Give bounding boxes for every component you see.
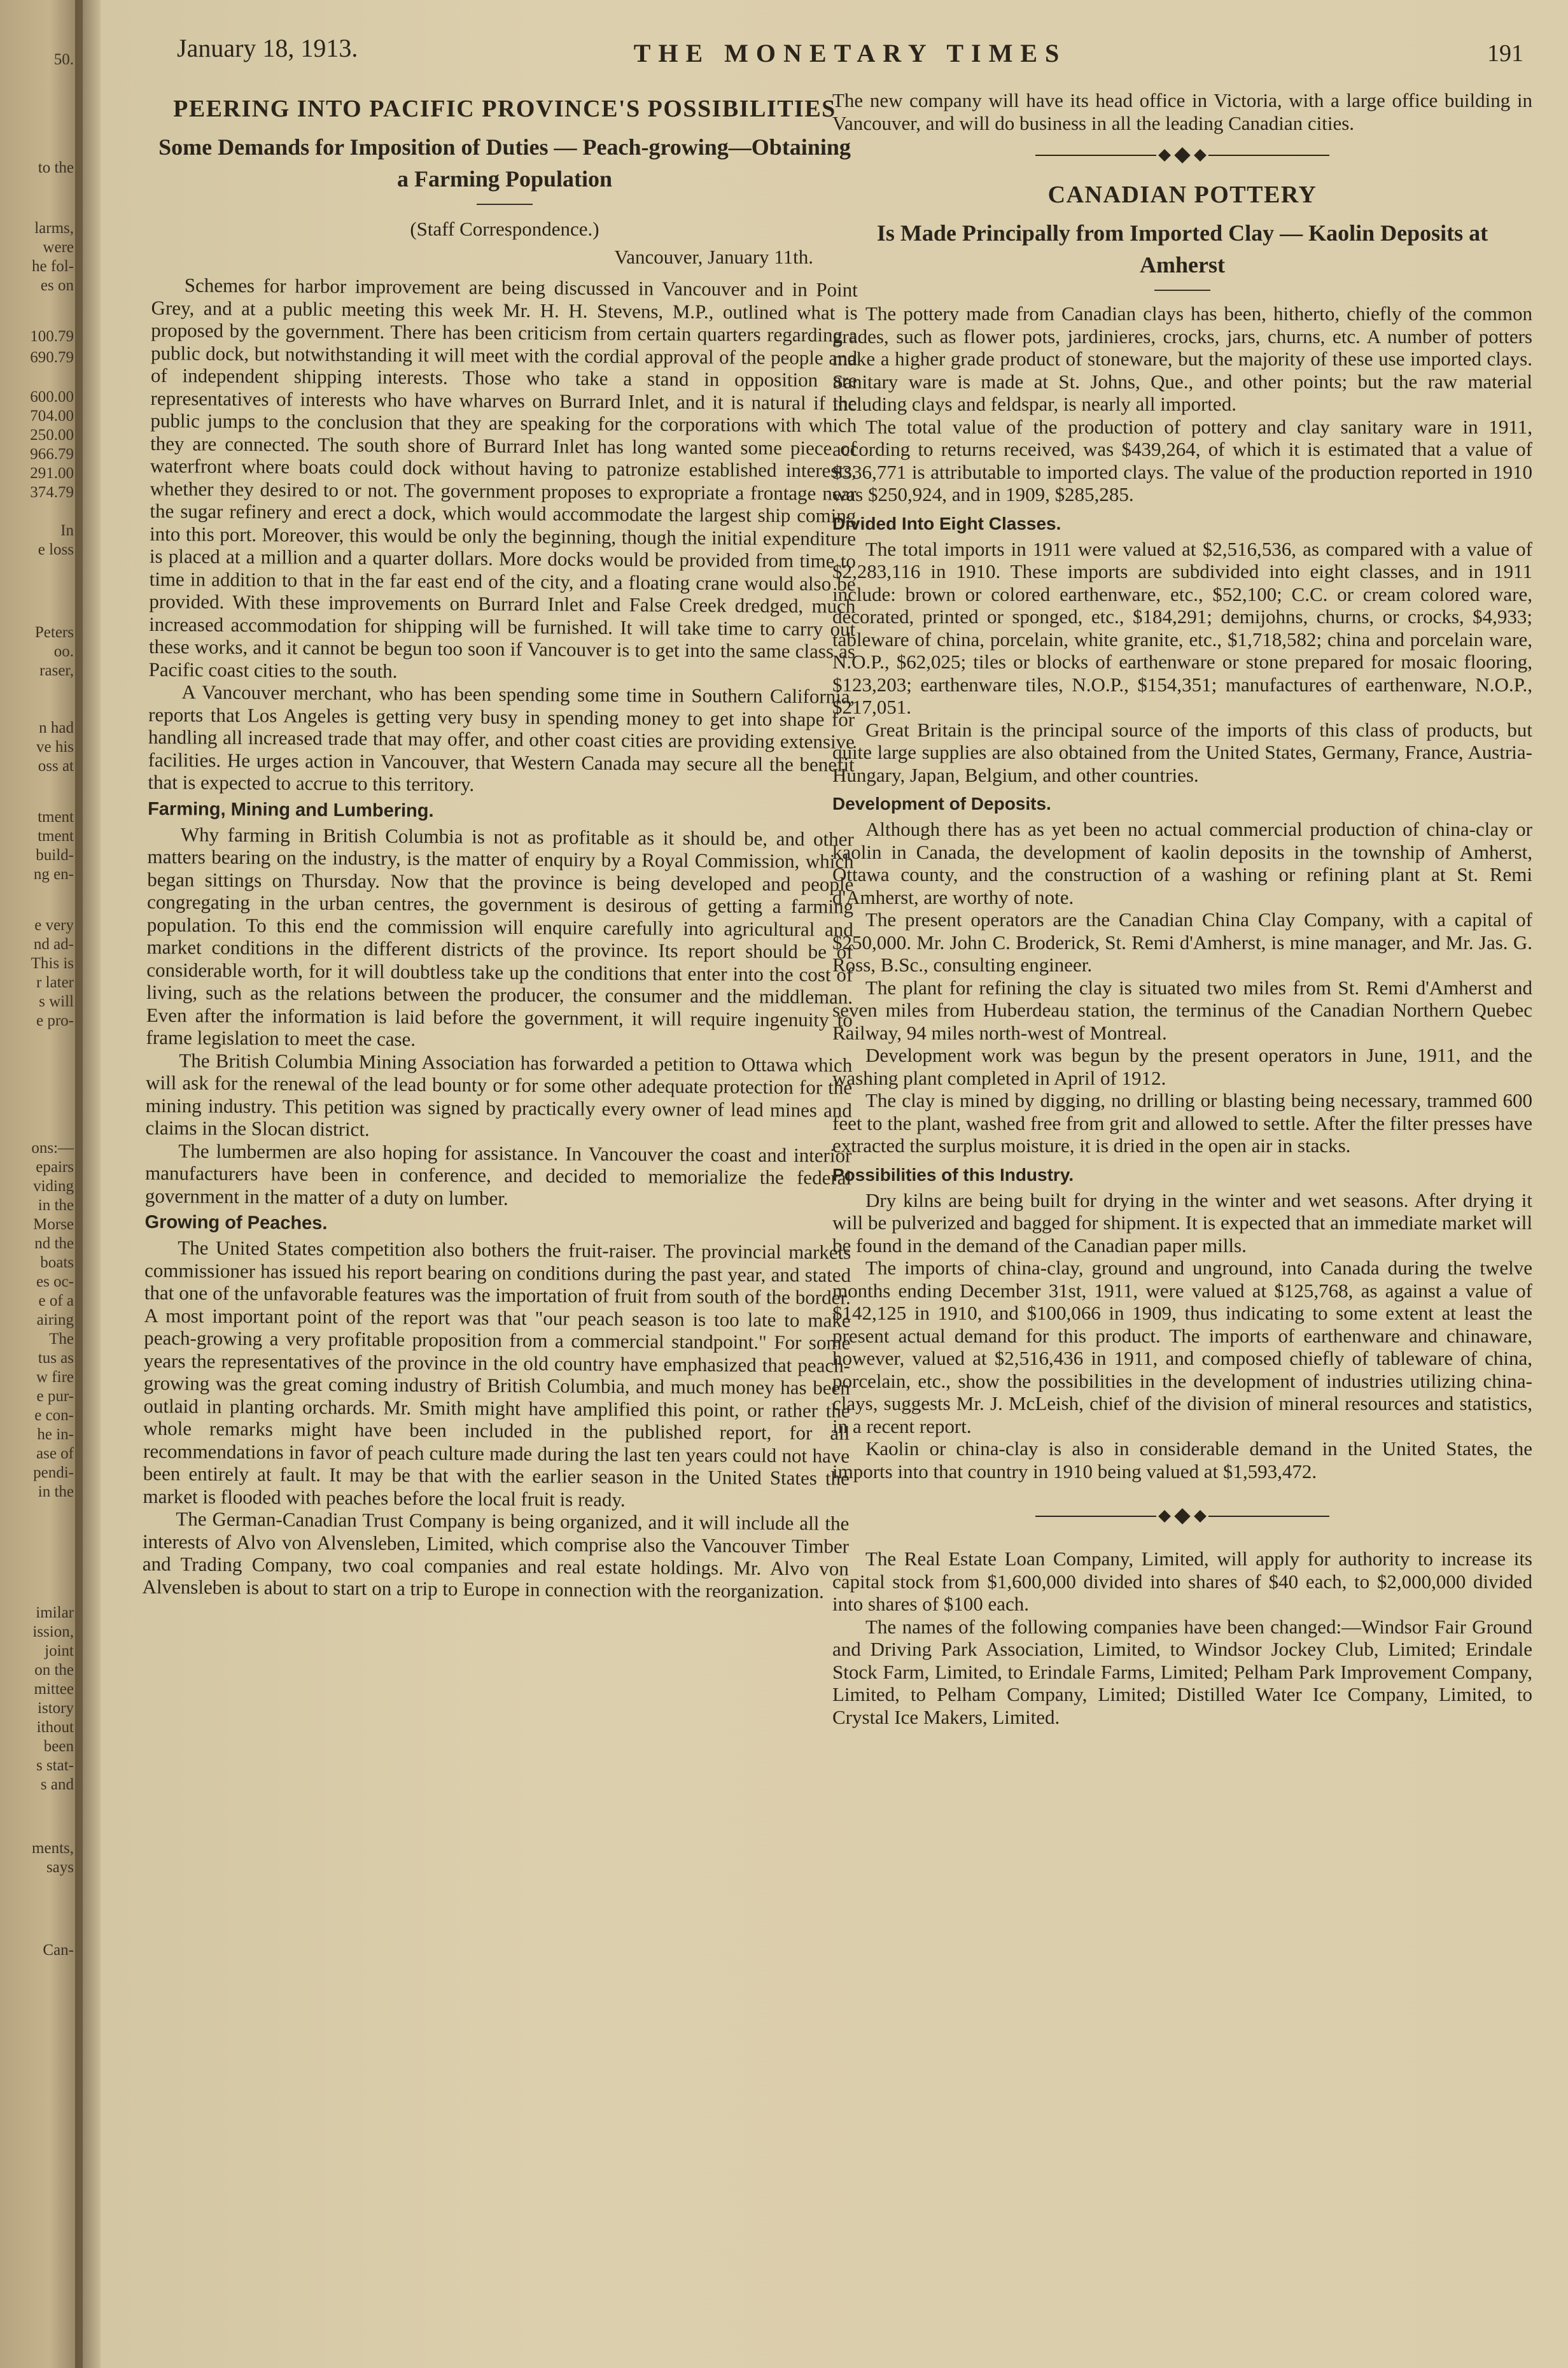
gutter-text-fragment: In bbox=[60, 522, 74, 539]
byline: (Staff Correspondence.) bbox=[410, 218, 599, 240]
gutter-text-fragment: 690.79 bbox=[30, 349, 74, 366]
gutter-text-fragment: 100.79 bbox=[30, 328, 74, 345]
body-paragraph: The Real Estate Loan Company, Limited, will apply for authority to increase its capital stock from $1,600,000 divided into shares of $40 each, to $2,000,000 divided into shares of $100 each. bbox=[832, 1547, 1532, 1615]
carryover-paragraph: The new company will have its head office in Victoria, with a large office building in Vancouver, and will do business in all the leading Canadian cities. bbox=[832, 89, 1532, 134]
gutter-text-fragment: 250.00 bbox=[30, 426, 74, 444]
gutter-text-fragment: e pro- bbox=[36, 1012, 74, 1029]
gutter-text-fragment: pendi- bbox=[33, 1464, 74, 1481]
gutter-text-fragment: on the bbox=[34, 1661, 74, 1679]
gutter-text-fragment: were bbox=[43, 239, 74, 256]
section-ornament bbox=[832, 150, 1532, 161]
body-paragraph: Although there has as yet been no actual commercial production of china-clay or kaolin in Canada, the development of kaolin deposits in the township of Amherst, Ottawa county, and the construction of a washing or refining plant at St. Remi d'Amherst, are worthy of note. bbox=[832, 818, 1532, 908]
body-paragraph: The clay is mined by digging, no drilling or blasting being necessary, trammed 600 feet to the plant, washed free from grit and allowed to settle. After the filter presses have extracted the surplus moisture, it is dried in the open air in stacks. bbox=[832, 1089, 1532, 1157]
body-paragraph: Development work was begun by the present operators in June, 1911, and the washing plant completed in April of 1912. bbox=[832, 1044, 1532, 1089]
subhead-divided: Divided Into Eight Classes. bbox=[832, 513, 1061, 533]
gutter-text-fragment: tment bbox=[38, 808, 74, 826]
gutter-text-fragment: ission, bbox=[32, 1623, 74, 1640]
body-paragraph: Great Britain is the principal source of the imports of this class of products, but quite large supplies are also obtained from the United States, Germany, France, Austria-Hungary, Japan, Belgium, and other countries. bbox=[832, 718, 1532, 786]
subhead-farming: Farming, Mining and Lumbering. bbox=[148, 798, 434, 821]
gutter-text-fragment: e of a bbox=[38, 1292, 74, 1309]
gutter-text-fragment: ng en- bbox=[33, 866, 74, 883]
gutter-text-fragment: e pur- bbox=[36, 1388, 74, 1405]
gutter-text-fragment: boats bbox=[40, 1254, 74, 1271]
gutter-text-fragment: ments, bbox=[32, 1840, 74, 1857]
headline-rule bbox=[1154, 290, 1210, 291]
binding-shadow bbox=[75, 0, 102, 2368]
gutter-text-fragment: Can- bbox=[43, 1942, 74, 1959]
gutter-text-fragment: Morse bbox=[33, 1216, 74, 1233]
paragraph-group bbox=[145, 822, 854, 1211]
body-paragraph: Why farming in British Columbia is not as profitable as it should be, and other matters bearing on the industry, is the matter of enquiry by a Royal Commission, which began sittings on Thursday. Now that the province is being developed and people congregating in the urban centres, the government is desirous of getting a farming population. To this end the commission will enquire carefully into agricultural and market conditions in the different districts of the province. Its report should be of considerable worth, for it will doubtless take up the conditions that enter into the cost of living, such as the relations between the producer, the consumer and the middleman. Even after the information is laid before the government, it will require ingenuity to frame legislation to meet the case. bbox=[146, 822, 854, 1050]
article-deck-pottery: Is Made Principally from Imported Clay — Kaolin Deposits at Amherst bbox=[876, 220, 1488, 278]
gutter-text-fragment: es on bbox=[40, 277, 74, 294]
body-paragraph: The total imports in 1911 were valued at $2,516,536, as compared with a value of $2,283,116 in 1910. These imports are subdivided into eight classes, and in 1911 include: brown or colored earthenware, etc., $52,100; C.C. or cream colored ware, decorated, printed or sponged, etc., $184,291; demijohns, churns, or crocks, $4,933; tableware of china, porcelain, white granite, etc., $1,718,582; china and porcelain ware, N.O.P., $62,025; tiles or blocks of earthenware or stone prepared for mosaic flooring, $123,203; earthenware tiles, N.O.P., $154,351; manufactures of earthenware, N.O.P., $217,051. bbox=[832, 537, 1532, 718]
body-paragraph: The United States competition also bothers the fruit-raiser. The provincial markets commissioner has issued his report bearing on conditions during the past year, and stated that one of the unfavorable features was the importation of fruit from south of the border. A most important point of the report was that "our peach season is too late to make peach-growing a very profitable proposition from a commercial standpoint." For some years the representatives of the province in the old country have emphasized that peach-growing was the great coming industry of British Columbia, and much money has been outlaid in planting orchards. Mr. Smith might have amplified this point, or rather the whole remarks might have been included in the published report, for all recommendations in favor of peach culture made during the last ten years could not have been entirely at fault. It may be that with the earlier season in the United States the market is flooded with peaches before the local fruit is ready. bbox=[143, 1236, 851, 1511]
gutter-text-fragment: nd the bbox=[34, 1235, 74, 1252]
gutter-text-fragment: tus as bbox=[38, 1350, 74, 1367]
gutter-text-fragment: 50. bbox=[53, 51, 74, 68]
body-paragraph: The names of the following companies have been changed:—Windsor Fair Ground and Driving Park Association, Limited, to Windsor Jockey Club, Limited; Erindale Stock Farm, Limited, to Erindale Farms, Limited; Pelham Park Improvement Company, Limited, to Pelham Company, Limited; Distilled Water Ice Company, Limited, to Crystal Ice Makers, Limited. bbox=[832, 1615, 1532, 1728]
gutter-text-fragment: oss at bbox=[38, 758, 74, 775]
subhead-peaches: Growing of Peaches. bbox=[144, 1211, 328, 1234]
article-headline: PEERING INTO PACIFIC PROVINCE'S POSSIBILITIES bbox=[173, 95, 836, 122]
left-column bbox=[142, 89, 858, 1602]
body-paragraph: Kaolin or china-clay is also in considerable demand in the United States, the imports into that country in 1910 being valued at $1,593,472. bbox=[832, 1437, 1532, 1483]
body-paragraph: Dry kilns are being built for drying in the winter and wet seasons. After drying it will be pulverized and bagged for shipment. It is expected that an immediate market will be found in the demand of the Canadian paper mills. bbox=[832, 1188, 1532, 1257]
paragraph-group bbox=[832, 302, 1532, 506]
gutter-text-fragment: Peters bbox=[34, 624, 74, 641]
article-deck: Some Demands for Imposition of Duties — Peach-growing—Obtaining a Farming Population bbox=[158, 134, 851, 192]
right-column bbox=[832, 89, 1532, 1728]
gutter-text-fragment: build- bbox=[36, 847, 74, 864]
gutter-text-fragment: 291.00 bbox=[30, 465, 74, 482]
body-paragraph: The pottery made from Canadian clays has been, hitherto, chiefly of the common grades, such as flower pots, jardinieres, crocks, jars, churns, etc. A number of potters make a higher grade product of stoneware, but the majority of these use imported clays. Sanitary ware is made at St. Johns, Que., and other points; but the raw material including clays and feldspar, is nearly all imported. bbox=[832, 302, 1532, 415]
article-headline-pottery: CANADIAN POTTERY bbox=[1047, 181, 1317, 208]
gutter-text-fragment: es oc- bbox=[36, 1273, 74, 1290]
gutter-text-fragment: r later bbox=[36, 974, 74, 991]
body-paragraph: A Vancouver merchant, who has been spending some time in Southern California, reports that Los Angeles is getting very busy in spending money to get into shape for handling all increased trade that may offer, and other coast cities are providing extensive facilities. He urges action in Vancouver, that Western Canada may secure all the benefit that is expected to accrue to this territory. bbox=[148, 680, 855, 796]
gutter-text-fragment: raser, bbox=[39, 662, 74, 679]
gutter-text-fragment: mittee bbox=[34, 1681, 74, 1698]
body-paragraph: The lumbermen are also hoping for assistance. In Vancouver the coast and interior manufacturers have been in conference, and decided to memorialize the federal government in the matter of a duty on lumber. bbox=[144, 1139, 852, 1209]
paragraph-group bbox=[832, 818, 1532, 1157]
body-paragraph: The present operators are the Canadian China Clay Company, with a capital of $250,000. Mr. John C. Broderick, St. Remi d'Amherst, is mine manager, and Mr. Jas. G. Ross, B.Sc., consulting engineer. bbox=[832, 908, 1532, 976]
gutter-text-fragment: 704.00 bbox=[30, 407, 74, 425]
gutter-text-fragment: larms, bbox=[34, 220, 74, 237]
gutter-text-fragment: n had bbox=[39, 719, 74, 736]
newspaper-page bbox=[101, 0, 1568, 2368]
gutter-text-fragment: he in- bbox=[37, 1426, 74, 1443]
gutter-text-fragment: epairs bbox=[36, 1159, 74, 1176]
headline-rule bbox=[477, 204, 533, 205]
subhead-development: Development of Deposits. bbox=[832, 794, 1051, 814]
gutter-text-fragment: ithout bbox=[36, 1719, 74, 1736]
article-body bbox=[142, 274, 857, 1603]
body-paragraph: The imports of china-clay, ground and unground, into Canada during the twelve months ending December 31st, 1911, were valued at $125,768, as against a value of $142,125 in 1910, and $100,066 in 1909, thus indicating to some extent at least the present actual demand for this product. The imports of earthenware and chinaware, however, valued at $2,516,436 in 1911, and composed chiefly of tableware of china, porcelain, etc., show the possibilities in the development of industries utilizing china-clays, suggests Mr. J. McLeish, chief of the division of mineral resources and statistics, in a recent report. bbox=[832, 1257, 1532, 1437]
gutter-text-fragment: 600.00 bbox=[30, 388, 74, 405]
gutter-text-fragment: w fire bbox=[36, 1369, 74, 1386]
gutter-text-fragment: says bbox=[46, 1859, 74, 1876]
body-paragraph: The German-Canadian Trust Company is being organized, and it will include all the interests of Alvo von Alvensleben, Limited, which comprise also the Vancouver Timber and Trading Company, two coal companies and real estate holdings. Mr. Alvo von Alvensleben is about to start on a trip to Europe in connection with the reorganization. bbox=[142, 1507, 850, 1602]
running-head bbox=[177, 31, 1523, 75]
previous-page-gutter bbox=[0, 0, 83, 2368]
paragraph-group bbox=[832, 1547, 1532, 1728]
gutter-text-fragment: ons:— bbox=[31, 1139, 74, 1157]
subhead-possibilities: Possibilities of this Industry. bbox=[832, 1164, 1074, 1185]
journal-title: THE MONETARY TIMES bbox=[633, 39, 1067, 67]
gutter-text-fragment: e con- bbox=[34, 1407, 74, 1424]
page-number: 191 bbox=[1487, 40, 1523, 67]
gutter-text-fragment: imilar bbox=[36, 1604, 74, 1621]
gutter-text-fragment: viding bbox=[33, 1178, 74, 1195]
body-paragraph: Schemes for harbor improvement are being discussed in Vancouver and in Point Grey, and at a public meeting this week Mr. H. H. Stevens, M.P., outlined what is proposed by the government. There has been criticism from certain quarters regarding a public dock, but notwithstanding it will meet with the cordial approval of the people and of independent shipping interests. Those who take a stand in opposition are representatives of interests who have wharves on Burrard Inlet, and it is natural if the public jumps to the conclusion that they are speaking for the corporations with which they are connected. The south shore of Burrard Inlet has long wanted some piece of waterfront where boats could dock without having to patronize established interests, whether they desired to or not. The government proposes to expropriate a frontage near the sugar refinery and erect a dock, which would accommodate the largest ship coming into this port. Moreover, this would be only the beginning, though the initial expenditure is placed at a million and a quarter dollars. More docks would be provided from time to time in addition to that in the far east end of the city, and a floating crane would also be provided. With these improvements on Burrard Inlet and False Creek dredged, much increased accommodation for shipping will be furnished. It will take time to carry out these works, and it cannot be begun too soon if Vancouver is to get into the same class as Pacific coast cities to the south. bbox=[148, 274, 858, 682]
gutter-text-fragment: in the bbox=[38, 1197, 74, 1214]
gutter-text-fragment: he fol- bbox=[32, 258, 74, 275]
gutter-text-fragment: 374.79 bbox=[30, 484, 74, 501]
paragraph-group bbox=[142, 1236, 851, 1603]
gutter-text-fragment: in the bbox=[38, 1483, 74, 1500]
gutter-text-fragment: e loss bbox=[38, 541, 74, 558]
gutter-text-fragment: ve his bbox=[36, 738, 74, 756]
gutter-text-fragment: to the bbox=[38, 159, 74, 176]
gutter-text-fragment: s stat- bbox=[36, 1757, 74, 1774]
gutter-text-fragment: tment bbox=[38, 828, 74, 845]
gutter-text-fragment: istory bbox=[38, 1700, 74, 1717]
gutter-text-fragment: The bbox=[49, 1330, 74, 1348]
paragraph-group bbox=[832, 1189, 1532, 1483]
gutter-text-fragment: airing bbox=[36, 1311, 74, 1328]
gutter-text-fragment: This is bbox=[31, 955, 74, 972]
dateline: Vancouver, January 11th. bbox=[614, 246, 813, 268]
gutter-text-fragment: e very bbox=[34, 917, 74, 934]
body-paragraph: The plant for refining the clay is situated two miles from St. Remi d'Amherst and seven miles from Huberdeau station, the terminus of the Canadian Northern Quebec Railway, 94 miles north-west of Montreal. bbox=[832, 976, 1532, 1044]
gutter-text-fragment: 966.79 bbox=[30, 446, 74, 463]
gutter-text-fragment: s will bbox=[39, 993, 74, 1010]
issue-date: January 18, 1913. bbox=[177, 34, 358, 62]
body-paragraph: The total value of the production of pottery and clay sanitary ware in 1911, according to returns received, was $439,264, of which it is estimated that a value of $336,771 is attributable to imported clays. The value of the production reported in 1910 was $250,924, and in 1909, $285,285. bbox=[832, 415, 1532, 505]
gutter-text-fragment: been bbox=[43, 1738, 74, 1755]
paragraph-group bbox=[832, 538, 1532, 787]
body-paragraph: The British Columbia Mining Association has forwarded a petition to Ottawa which will ask for the renewal of the lead bounty or for some other adequate protection for the mining industry. This petition was signed by practically every owner of lead mines and claims in the Slocan district. bbox=[145, 1048, 853, 1141]
gutter-text-fragment: ase of bbox=[36, 1445, 74, 1462]
gutter-text-fragment: oo. bbox=[53, 643, 74, 660]
gutter-text-fragment: nd ad- bbox=[33, 936, 74, 953]
gutter-text-fragment: s and bbox=[40, 1776, 74, 1793]
section-ornament bbox=[832, 1511, 1532, 1522]
gutter-text-fragment: joint bbox=[45, 1642, 74, 1660]
paragraph-group bbox=[148, 274, 858, 798]
